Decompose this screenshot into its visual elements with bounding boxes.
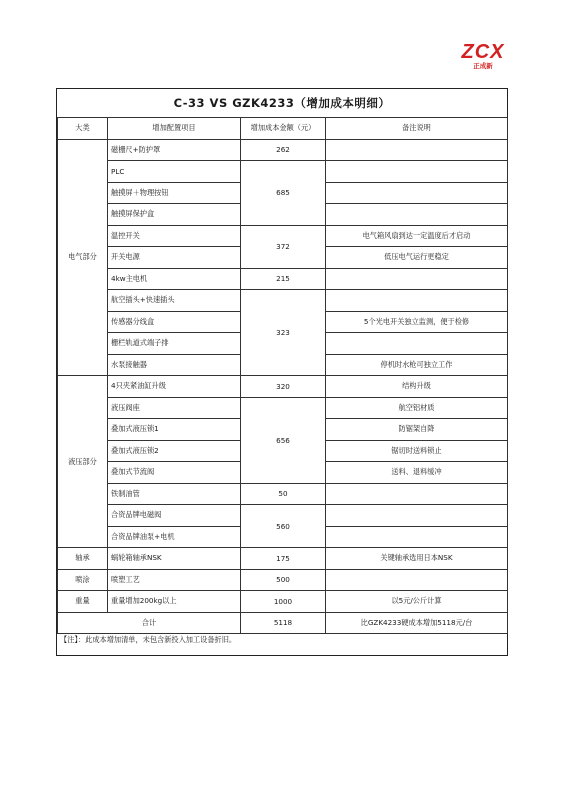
item-cell: 触摸屏保护盒 (108, 204, 241, 226)
item-cell: 重量增加200kg以上 (108, 591, 241, 613)
item-cell: 温控开关 (108, 225, 241, 247)
amount-cell: 560 (241, 505, 326, 548)
amount-cell: 175 (241, 548, 326, 570)
company-logo (453, 42, 513, 71)
total-row (58, 612, 508, 634)
remark-cell: 送料、退料缓冲 (326, 462, 508, 484)
page-title: C-33 VS GZK4233（增加成本明细） (173, 96, 391, 110)
category-cell: 喷涂 (58, 569, 108, 591)
remark-cell: 电气箱风扇到达一定温度后才启动 (326, 225, 508, 247)
item-cell: 喷塑工艺 (108, 569, 241, 591)
amount-cell: 323 (241, 290, 326, 376)
remark-cell (326, 505, 508, 527)
item-cell: PLC (108, 161, 241, 183)
remark-cell: 低压电气运行更稳定 (326, 247, 508, 269)
table-row (58, 397, 508, 419)
item-cell: 开关电源 (108, 247, 241, 269)
amount-cell: 262 (241, 139, 326, 161)
remark-cell: 停机时水枪可独立工作 (326, 354, 508, 376)
amount-cell: 215 (241, 268, 326, 290)
cost-sheet (56, 88, 508, 656)
remark-cell (326, 526, 508, 548)
remark-cell: 结构升级 (326, 376, 508, 398)
remark-cell (326, 139, 508, 161)
table-header-row (58, 118, 508, 140)
total-label: 合计 (58, 612, 241, 634)
item-cell: 4kw主电机 (108, 268, 241, 290)
remark-cell: 航空铝材质 (326, 397, 508, 419)
header-amount: 增加成本金额（元） (241, 118, 326, 140)
table-row (58, 290, 508, 312)
logo-mark: ZCX (461, 41, 505, 63)
table-row (58, 139, 508, 161)
remark-cell (326, 290, 508, 312)
item-cell: 叠加式节流阀 (108, 462, 241, 484)
remark-cell: 锯切时送料锁止 (326, 440, 508, 462)
item-cell: 4只夹紧油缸升级 (108, 376, 241, 398)
item-cell: 传感器分线盒 (108, 311, 241, 333)
header-item: 增加配置项目 (108, 118, 241, 140)
remark-cell (326, 204, 508, 226)
table-row (58, 483, 508, 505)
item-cell: 液压阀座 (108, 397, 241, 419)
item-cell: 磁栅尺+防护罩 (108, 139, 241, 161)
table-row (58, 225, 508, 247)
amount-cell: 1000 (241, 591, 326, 613)
remark-cell (326, 483, 508, 505)
cost-table (57, 117, 508, 634)
header-category: 大类 (58, 118, 108, 140)
amount-cell: 685 (241, 161, 326, 226)
item-cell: 栅栏轨道式端子排 (108, 333, 241, 355)
total-remark: 比GZK4233硬成本增加5118元/台 (326, 612, 508, 634)
remark-cell: 防锯架自降 (326, 419, 508, 441)
remark-cell (326, 161, 508, 183)
remark-cell (326, 268, 508, 290)
item-cell: 合资品牌油泵+电机 (108, 526, 241, 548)
remark-cell: 5个光电开关独立监测，便于检修 (326, 311, 508, 333)
item-cell: 触摸屏＋物理按钮 (108, 182, 241, 204)
amount-cell: 500 (241, 569, 326, 591)
table-row (58, 591, 508, 613)
total-amount: 5118 (241, 612, 326, 634)
table-row (58, 161, 508, 183)
amount-cell: 50 (241, 483, 326, 505)
remark-cell (326, 182, 508, 204)
logo-subtitle: 正成新 (473, 62, 493, 70)
table-row (58, 376, 508, 398)
category-cell: 重量 (58, 591, 108, 613)
item-cell: 叠加式液压锁1 (108, 419, 241, 441)
item-cell: 水泵接触器 (108, 354, 241, 376)
header-remarks: 备注说明 (326, 118, 508, 140)
remark-cell (326, 333, 508, 355)
remark-cell (326, 569, 508, 591)
item-cell: 叠加式液压锁2 (108, 440, 241, 462)
category-cell: 轴承 (58, 548, 108, 570)
item-cell: 航空插头+快速插头 (108, 290, 241, 312)
table-row (58, 548, 508, 570)
item-cell: 合资品牌电磁阀 (108, 505, 241, 527)
category-cell: 电气部分 (58, 139, 108, 376)
category-cell: 液压部分 (58, 376, 108, 548)
item-cell: 铁制油管 (108, 483, 241, 505)
table-row (58, 268, 508, 290)
item-cell: 蜗轮箱轴承NSK (108, 548, 241, 570)
amount-cell: 656 (241, 397, 326, 483)
amount-cell: 320 (241, 376, 326, 398)
footnote: 【注】：此成本增加清单，未包含新投入加工设备折旧。 (60, 635, 237, 644)
remark-cell: 以5元/公斤计算 (326, 591, 508, 613)
amount-cell: 372 (241, 225, 326, 268)
table-row (58, 505, 508, 527)
remark-cell: 关键轴承选用日本NSK (326, 548, 508, 570)
table-row (58, 569, 508, 591)
